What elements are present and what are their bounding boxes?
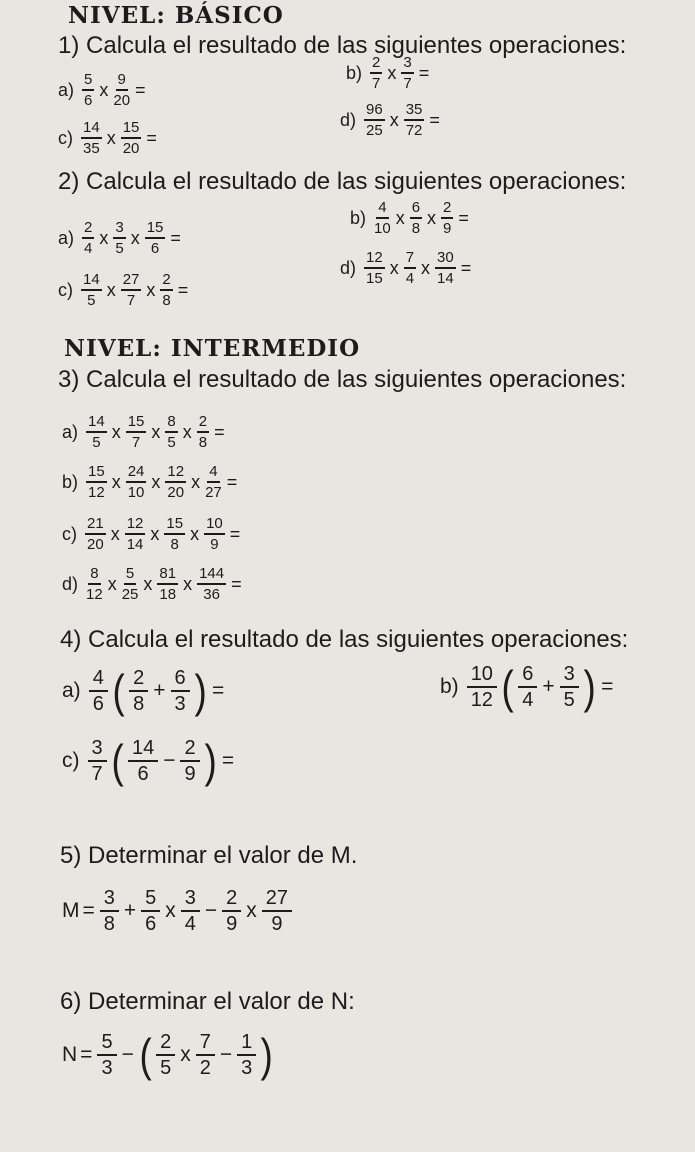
fraction: $\frac{96}{25}$ (366, 101, 383, 139)
equals-sign: = (80, 1043, 93, 1066)
fraction: $\frac{14}{5}$ (83, 271, 100, 309)
times-sign: x (421, 257, 431, 278)
fraction: $\frac{1}{3}$ (237, 1032, 256, 1078)
exercise-4b (440, 661, 616, 713)
fraction: $\frac{3}{5}$ (115, 219, 124, 257)
left-paren: ( (112, 665, 125, 717)
equals-sign: = (177, 279, 189, 300)
exercise-3c (62, 516, 243, 552)
exercise-1b (346, 55, 432, 91)
fraction: $\frac{30}{14}$ (437, 249, 454, 287)
plus-sign: + (123, 899, 137, 922)
item-label: a) (62, 679, 81, 702)
equals-sign: = (429, 109, 440, 130)
fraction: $\frac{4}{27}$ (205, 463, 222, 501)
section-2-heading: 2) Calcula el resultado de las siguientes operaciones: (58, 168, 627, 195)
equals-sign: = (211, 679, 225, 702)
fraction: $\frac{2}{8}$ (129, 668, 148, 714)
fraction: $\frac{15}{8}$ (166, 515, 184, 553)
item-label: b) (440, 675, 459, 698)
minus-sign: − (121, 1043, 134, 1066)
times-sign: x (99, 227, 109, 248)
fraction: $\frac{2}{8}$ (198, 413, 208, 451)
fraction: $\frac{27}{7}$ (122, 271, 140, 309)
fraction: $\frac{10}{9}$ (206, 515, 223, 553)
fraction: $\frac{6}{3}$ (171, 668, 190, 714)
section-3-heading: 3) Calcula el resultado de las siguientes operaciones: (58, 366, 627, 393)
fraction: $\frac{15}{12}$ (88, 463, 105, 501)
fraction: $\frac{12}{20}$ (167, 463, 185, 501)
equals-sign: = (601, 675, 614, 698)
exercise-4c (62, 735, 237, 787)
fraction: $\frac{27}{9}$ (262, 888, 292, 934)
fraction: $\frac{2}{9}$ (443, 199, 452, 237)
exercise-2b (350, 200, 472, 236)
exercise-3b (62, 464, 240, 500)
exercise-2a (58, 220, 184, 256)
level-basico-title: NIVEL: BÁSICO (68, 2, 284, 29)
item-label: b) (346, 62, 363, 83)
equals-sign: = (221, 749, 235, 772)
fraction: $\frac{4}{10}$ (374, 199, 391, 237)
level-intermedio-title: NIVEL: INTERMEDIO (64, 335, 361, 362)
times-sign: x (427, 207, 437, 228)
fraction: $\frac{7}{4}$ (405, 249, 415, 287)
fraction: $\frac{9}{20}$ (113, 71, 131, 109)
times-sign: x (106, 279, 116, 300)
variable-n: N (62, 1043, 78, 1066)
fraction: $\frac{15}{7}$ (127, 413, 145, 451)
equals-sign: = (82, 899, 95, 922)
equals-sign: = (226, 471, 238, 492)
item-label: d) (340, 109, 357, 130)
fraction: $\frac{12}{15}$ (366, 249, 383, 287)
equals-sign: = (231, 573, 242, 594)
equals-sign: = (146, 127, 157, 148)
fraction: $\frac{2}{8}$ (162, 271, 171, 309)
item-label: c) (58, 127, 73, 148)
minus-sign: − (163, 749, 176, 772)
right-paren: ) (204, 735, 217, 787)
exercise-3a (62, 414, 228, 450)
fraction: $\frac{35}{72}$ (405, 101, 423, 139)
times-sign: x (246, 899, 257, 922)
times-sign: x (106, 127, 116, 148)
fraction: $\frac{24}{10}$ (127, 463, 145, 501)
times-sign: x (389, 109, 399, 130)
fraction: $\frac{3}{7}$ (88, 738, 107, 784)
fraction: $\frac{2}{7}$ (372, 54, 381, 92)
fraction: $\frac{6}{4}$ (518, 664, 537, 710)
times-sign: x (395, 207, 405, 228)
times-sign: x (387, 62, 397, 83)
times-sign: x (107, 573, 117, 594)
section-6-heading: 6) Determinar el valor de N: (60, 988, 355, 1015)
fraction: $\frac{2}{4}$ (84, 219, 93, 257)
exercise-2d (340, 250, 474, 286)
equals-sign: = (229, 523, 241, 544)
fraction: $\frac{5}{6}$ (84, 71, 93, 109)
fraction: $\frac{14}{35}$ (83, 119, 100, 157)
item-label: c) (62, 749, 80, 772)
equals-sign: = (135, 79, 146, 100)
fraction: $\frac{3}{7}$ (403, 54, 412, 92)
exercise-1c (58, 120, 160, 156)
fraction: $\frac{5}{3}$ (97, 1032, 116, 1078)
exercise-4a (62, 665, 227, 717)
item-label: a) (58, 79, 75, 100)
item-label: a) (62, 421, 79, 442)
times-sign: x (110, 523, 120, 544)
fraction: $\frac{6}{8}$ (411, 199, 421, 237)
equals-sign: = (460, 257, 472, 278)
item-label: d) (62, 573, 79, 594)
equals-sign: = (214, 421, 225, 442)
fraction: $\frac{5}{6}$ (141, 888, 160, 934)
fraction: $\frac{81}{18}$ (159, 565, 177, 603)
right-paren: ) (583, 661, 596, 713)
plus-sign: + (542, 675, 555, 698)
variable-m: M (62, 899, 80, 922)
fraction: $\frac{15}{6}$ (146, 219, 164, 257)
item-label: c) (62, 523, 77, 544)
fraction: $\frac{4}{6}$ (89, 668, 108, 714)
fraction: $\frac{3}{8}$ (100, 888, 119, 934)
times-sign: x (151, 471, 161, 492)
plus-sign: + (153, 679, 166, 702)
fraction: $\frac{7}{2}$ (196, 1032, 215, 1078)
right-paren: ) (194, 665, 207, 717)
fraction: $\frac{8}{12}$ (86, 565, 103, 603)
fraction: $\frac{12}{14}$ (126, 515, 144, 553)
times-sign: x (111, 471, 121, 492)
times-sign: x (143, 573, 153, 594)
times-sign: x (183, 573, 193, 594)
minus-sign: − (204, 899, 218, 922)
fraction: $\frac{21}{20}$ (87, 515, 104, 553)
fraction: $\frac{14}{6}$ (128, 738, 158, 784)
fraction: $\frac{2}{9}$ (222, 888, 241, 934)
equals-sign: = (418, 62, 430, 83)
exercise-3d (62, 566, 245, 602)
times-sign: x (151, 421, 161, 442)
item-label: b) (62, 471, 79, 492)
left-paren: ( (139, 1029, 152, 1081)
item-label: d) (340, 257, 357, 278)
item-label: b) (350, 207, 367, 228)
times-sign: x (130, 227, 140, 248)
right-paren: ) (260, 1029, 274, 1081)
times-sign: x (165, 899, 176, 922)
times-sign: x (111, 421, 121, 442)
equals-sign: = (170, 227, 181, 248)
exercise-1a (58, 72, 149, 108)
fraction: $\frac{2}{9}$ (180, 738, 199, 784)
left-paren: ( (501, 661, 514, 713)
item-label: c) (58, 279, 73, 300)
fraction: $\frac{5}{25}$ (121, 565, 139, 603)
times-sign: x (150, 523, 160, 544)
times-sign: x (99, 79, 109, 100)
times-sign: x (180, 1043, 191, 1066)
fraction: $\frac{2}{5}$ (156, 1032, 175, 1078)
section-4-heading: 4) Calcula el resultado de las siguientes operaciones: (60, 626, 629, 653)
fraction: $\frac{144}{36}$ (199, 565, 225, 603)
exercise-6-expression (62, 1029, 276, 1081)
fraction: $\frac{8}{5}$ (167, 413, 176, 451)
fraction: $\frac{10}{12}$ (467, 664, 497, 710)
times-sign: x (191, 471, 201, 492)
times-sign: x (146, 279, 156, 300)
fraction: $\frac{14}{5}$ (88, 413, 105, 451)
times-sign: x (389, 257, 399, 278)
fraction: $\frac{3}{4}$ (181, 888, 200, 934)
section-5-heading: 5) Determinar el valor de M. (60, 842, 358, 869)
exercise-2c (58, 272, 191, 308)
fraction: $\frac{15}{20}$ (122, 119, 140, 157)
fraction: $\frac{3}{5}$ (560, 664, 579, 710)
section-1-heading: 1) Calcula el resultado de las siguientes operaciones: (58, 32, 627, 59)
item-label: a) (58, 227, 75, 248)
minus-sign: − (219, 1043, 233, 1066)
left-paren: ( (111, 735, 124, 787)
times-sign: x (190, 523, 200, 544)
exercise-5-expression (62, 888, 294, 934)
equals-sign: = (458, 207, 469, 228)
times-sign: x (182, 421, 192, 442)
exercise-1d (340, 102, 443, 138)
